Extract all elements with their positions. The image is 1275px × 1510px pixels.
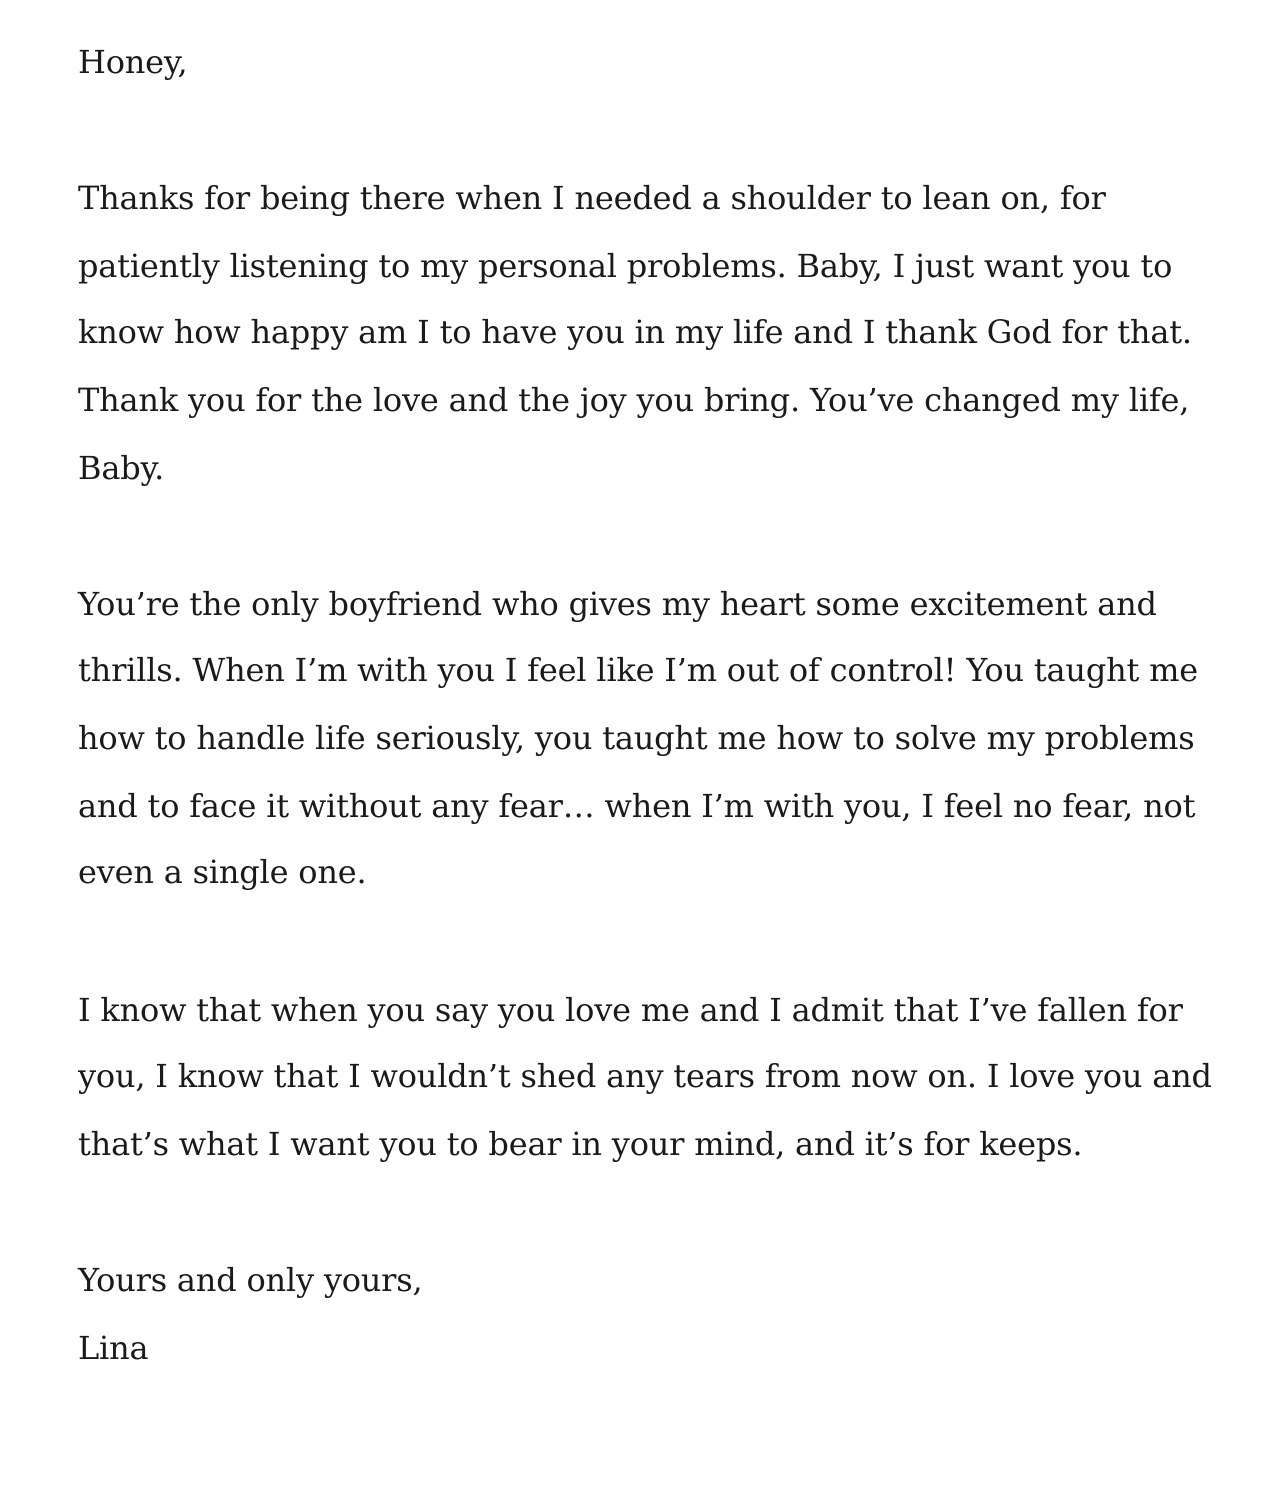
paragraph-line: Thank you for the love and the joy you bring. You’ve changed my life, [78,381,1190,419]
paragraph-line: know how happy am I to have you in my life and I thank God for that. [78,313,1192,351]
letter-closing: Yours and only yours, [78,1261,423,1299]
paragraph-line: I know that when you say you love me and I admit that I’ve fallen for [78,991,1183,1029]
letter-greeting: Honey, [78,43,188,81]
paragraph-line: how to handle life seriously, you taught me how to solve my problems [78,719,1195,757]
paragraph-line: patiently listening to my personal problems. Baby, I just want you to [78,247,1173,285]
paragraph-line: You’re the only boyfriend who gives my heart some excitement and [78,585,1157,623]
paragraph-line: that’s what I want you to bear in your mind, and it’s for keeps. [78,1125,1083,1163]
paragraph-line: you, I know that I wouldn’t shed any tears from now on. I love you and [78,1057,1212,1095]
paragraph-line: Thanks for being there when I needed a shoulder to lean on, for [78,179,1106,217]
letter-signature: Lina [78,1329,149,1367]
paragraph-line: thrills. When I’m with you I feel like I’m out of control! You taught me [78,651,1199,689]
paragraph-line: and to face it without any fear… when I’m with you, I feel no fear, not [78,787,1196,825]
paragraph-line: Baby. [78,449,165,487]
paragraph-line: even a single one. [78,853,367,891]
